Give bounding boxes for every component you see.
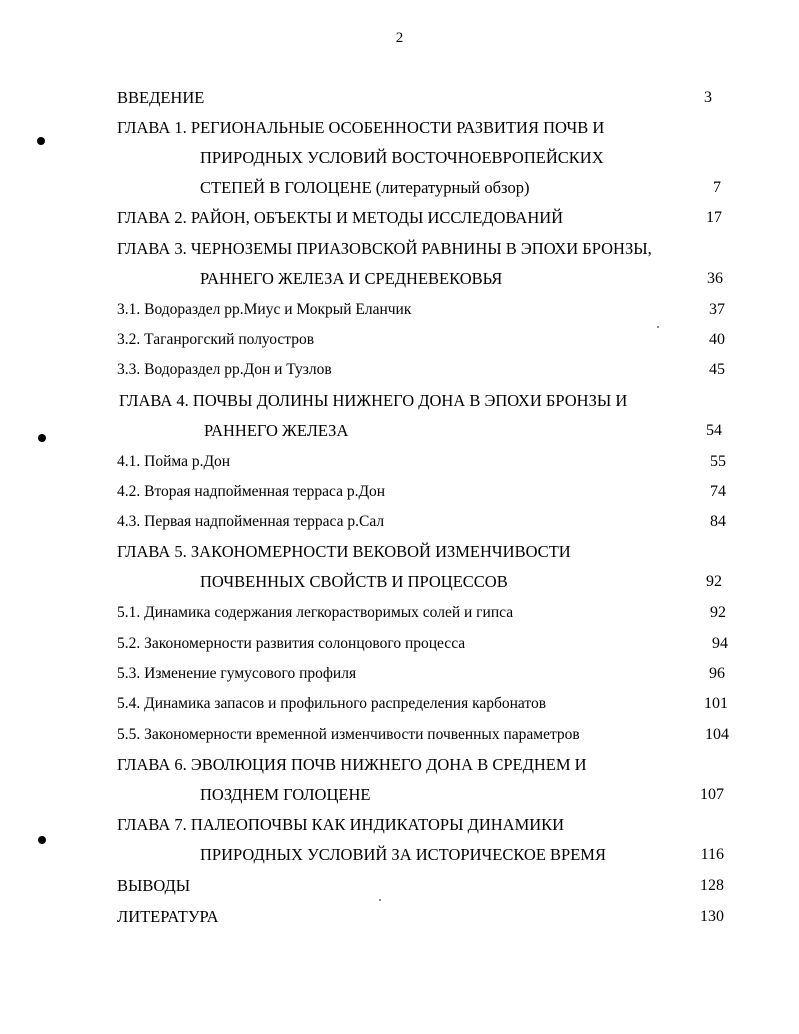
toc-entry-section: 5.3. Изменение гумусового профиля [117,665,357,682]
toc-page: 107 [700,786,724,803]
toc-page: 55 [710,453,726,470]
toc-page: 3 [704,89,712,106]
toc-page: 92 [710,604,726,621]
toc-entry-section: 5.1. Динамика содержания легкорастворимых солей и гипса [117,604,514,621]
toc-page: 130 [700,908,724,925]
toc-page: 54 [706,422,722,439]
toc-entry-section: 3.2. Таганрогский полуостров [117,331,315,348]
toc-entry-conclusions: ВЫВОДЫ [117,876,191,895]
toc-page: 84 [710,513,726,530]
toc-entry-chapter-6-cont: ПОЗДНЕМ ГОЛОЦЕНЕ [200,785,371,804]
toc-entry-chapter-2: ГЛАВА 2. РАЙОН, ОБЪЕКТЫ И МЕТОДЫ ИССЛЕДОВАНИЙ [117,208,564,227]
page-number: 2 [395,30,404,46]
toc-entry-section: 4.1. Пойма р.Дон [117,453,231,470]
toc-entry-section: 4.3. Первая надпойменная терраса р.Сал [117,513,385,530]
binder-hole-mark [38,836,46,844]
toc-page: 37 [709,301,725,318]
toc-entry-chapter-1: ГЛАВА 1. РЕГИОНАЛЬНЫЕ ОСОБЕННОСТИ РАЗВИТИЯ ПОЧВ И [117,118,605,137]
toc-entry-section: 4.2. Вторая надпойменная терраса р.Дон [117,483,386,500]
binder-hole-mark [38,434,46,442]
toc-page: 40 [709,331,725,348]
toc-page: 45 [709,361,725,378]
toc-page: 74 [710,483,726,500]
toc-entry-chapter-5-cont: ПОЧВЕННЫХ СВОЙСТВ И ПРОЦЕССОВ [200,572,508,591]
toc-entry-chapter-3: ГЛАВА 3. ЧЕРНОЗЕМЫ ПРИАЗОВСКОЙ РАВНИНЫ В ЭПОХИ БРОНЗЫ, [117,239,652,258]
toc-entry-section: 5.5. Закономерности временной изменчивости почвенных параметров [117,726,580,743]
toc-entry-introduction: ВВЕДЕНИЕ [117,88,205,107]
toc-entry-section: 3.3. Водораздел рр.Дон и Тузлов [117,361,332,378]
toc-entry-chapter-7: ГЛАВА 7. ПАЛЕОПОЧВЫ КАК ИНДИКАТОРЫ ДИНАМИКИ [117,815,565,834]
toc-page: 116 [700,846,724,863]
toc-entry-section: 3.1. Водораздел рр.Миус и Мокрый Еланчик [117,301,412,318]
toc-page: 128 [700,877,724,894]
toc-entry-chapter-5: ГЛАВА 5. ЗАКОНОМЕРНОСТИ ВЕКОВОЙ ИЗМЕНЧИВОСТИ [117,542,571,561]
toc-entry-chapter-4: ГЛАВА 4. ПОЧВЫ ДОЛИНЫ НИЖНЕГО ДОНА В ЭПОХИ БРОНЗЫ И [119,391,628,410]
toc-entry-references: ЛИТЕРАТУРА [117,907,219,926]
toc-page: 92 [706,573,722,590]
toc-page: 101 [704,695,728,712]
toc-entry-chapter-7-cont: ПРИРОДНЫХ УСЛОВИЙ ЗА ИСТОРИЧЕСКОЕ ВРЕМЯ [200,845,606,864]
toc-entry-section: 5.2. Закономерности развития солонцового процесса [117,635,466,652]
toc-entry-section: 5.4. Динамика запасов и профильного распределения карбонатов [117,695,547,712]
toc-page: 36 [707,270,723,287]
toc-page: 104 [705,726,729,743]
toc-page: 17 [706,209,722,226]
binder-hole-mark [37,137,45,145]
toc-entry-chapter-6: ГЛАВА 6. ЭВОЛЮЦИЯ ПОЧВ НИЖНЕГО ДОНА В СРЕДНЕМ И [117,755,587,774]
toc-entry-chapter-3-cont: РАННЕГО ЖЕЛЕЗА И СРЕДНЕВЕКОВЬЯ [200,269,503,288]
toc-page: 96 [709,665,725,682]
scan-speck [379,899,381,901]
toc-entry-chapter-1-cont: ПРИРОДНЫХ УСЛОВИЙ ВОСТОЧНОЕВРОПЕЙСКИХ [200,148,604,167]
toc-entry-chapter-1-cont: СТЕПЕЙ В ГОЛОЦЕНЕ (литературный обзор) [200,178,530,197]
toc-entry-chapter-4-cont: РАННЕГО ЖЕЛЕЗА [204,421,349,440]
toc-page: 94 [712,635,728,652]
toc-page: 7 [713,179,721,196]
scan-speck [657,326,659,328]
